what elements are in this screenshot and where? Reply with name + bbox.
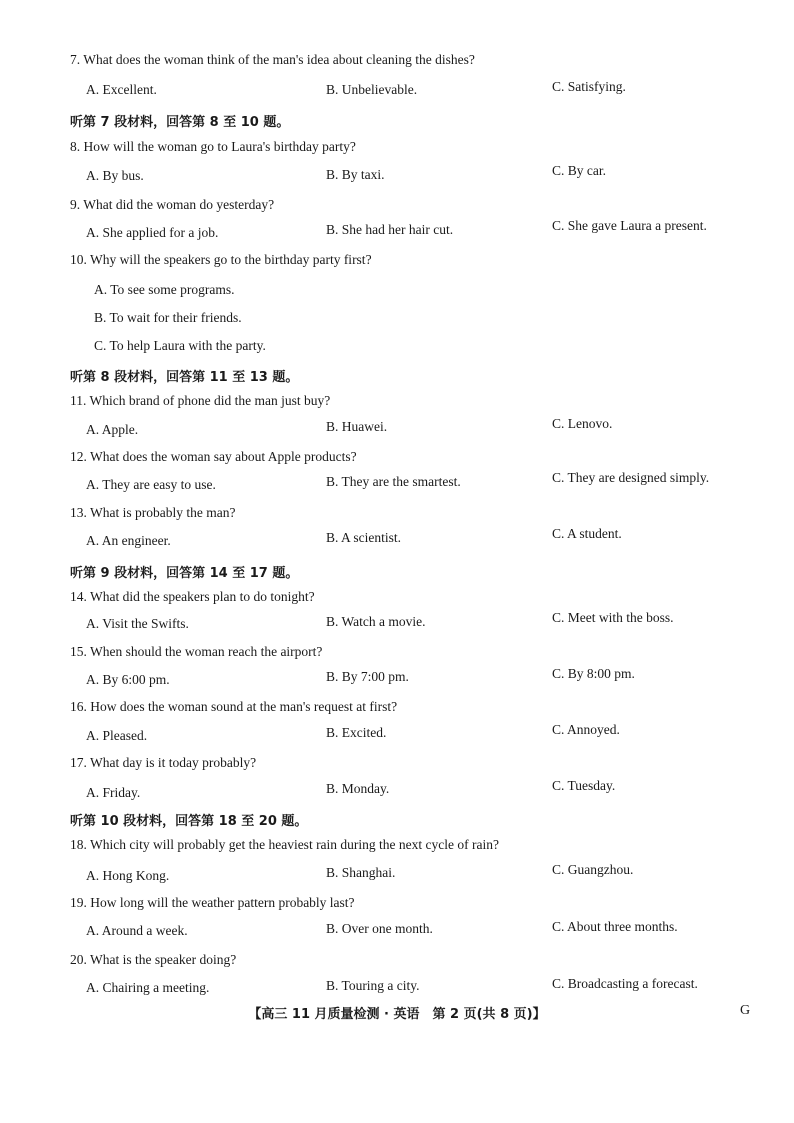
q20-option-c: C. Broadcasting a forecast. xyxy=(552,976,698,991)
q14-option-a: A. Visit the Swifts. xyxy=(86,616,189,631)
q11-option-a: A. Apple. xyxy=(86,422,139,437)
q18-option-a: A. Hong Kong. xyxy=(86,868,170,883)
q11-option-c: C. Lenovo. xyxy=(552,416,613,431)
q12-option-c: C. They are designed simply. xyxy=(552,470,710,485)
q19-option-b: B. Over one month. xyxy=(326,921,433,936)
q17-option-b: B. Monday. xyxy=(326,781,390,796)
q16-option-a: A. Pleased. xyxy=(86,728,148,743)
q8-option-b: B. By taxi. xyxy=(326,167,385,182)
q7-option-c: C. Satisfying. xyxy=(552,79,626,94)
q17-option-a: A. Friday. xyxy=(86,785,141,800)
q13-option-c: C. A student. xyxy=(552,526,622,541)
page-footer: 【高三 11 月质量检测 · 英语 第 2 页(共 8 页)】 xyxy=(248,1007,546,1022)
question-15: 15. When should the woman reach the airport? xyxy=(70,644,323,659)
question-19: 19. How long will the weather pattern probably last? xyxy=(70,895,355,910)
question-10: 10. Why will the speakers go to the birthday party first? xyxy=(70,252,372,267)
q20-option-a: A. Chairing a meeting. xyxy=(86,980,210,995)
q14-option-b: B. Watch a movie. xyxy=(326,614,426,629)
q13-option-b: B. A scientist. xyxy=(326,530,402,545)
question-7: 7. What does the woman think of the man's idea about cleaning the dishes? xyxy=(70,52,475,67)
q7-option-a: A. Excellent. xyxy=(86,82,157,97)
q13-option-a: A. An engineer. xyxy=(86,533,171,548)
question-8: 8. How will the woman go to Laura's birthday party? xyxy=(70,139,356,154)
section-header-9: 听第 9 段材料，回答第 14 至 17 题。 xyxy=(70,566,299,581)
paper-version-letter: G xyxy=(740,1003,751,1018)
q8-option-a: A. By bus. xyxy=(86,168,144,183)
q8-option-c: C. By car. xyxy=(552,163,606,178)
q12-option-b: B. They are the smartest. xyxy=(326,474,461,489)
question-20: 20. What is the speaker doing? xyxy=(70,952,237,967)
question-13: 13. What is probably the man? xyxy=(70,505,236,520)
q10-option-c: C. To help Laura with the party. xyxy=(94,338,266,353)
q14-option-c: C. Meet with the boss. xyxy=(552,610,674,625)
q18-option-c: C. Guangzhou. xyxy=(552,862,634,877)
section-header-8: 听第 8 段材料，回答第 11 至 13 题。 xyxy=(70,370,299,385)
q16-option-c: C. Annoyed. xyxy=(552,722,620,737)
q15-option-b: B. By 7:00 pm. xyxy=(326,669,409,684)
q10-option-b: B. To wait for their friends. xyxy=(94,310,242,325)
q20-option-b: B. Touring a city. xyxy=(326,978,420,993)
q16-option-b: B. Excited. xyxy=(326,725,387,740)
q12-option-a: A. They are easy to use. xyxy=(86,477,216,492)
q10-option-a: A. To see some programs. xyxy=(94,282,235,297)
q9-option-a: A. She applied for a job. xyxy=(86,225,219,240)
q9-option-c: C. She gave Laura a present. xyxy=(552,218,707,233)
question-11: 11. Which brand of phone did the man just buy? xyxy=(70,393,331,408)
question-14: 14. What did the speakers plan to do tonight? xyxy=(70,589,315,604)
q18-option-b: B. Shanghai. xyxy=(326,865,396,880)
q15-option-c: C. By 8:00 pm. xyxy=(552,666,635,681)
q15-option-a: A. By 6:00 pm. xyxy=(86,672,170,687)
question-9: 9. What did the woman do yesterday? xyxy=(70,197,275,212)
q19-option-a: A. Around a week. xyxy=(86,923,188,938)
q11-option-b: B. Huawei. xyxy=(326,419,388,434)
question-12: 12. What does the woman say about Apple products? xyxy=(70,449,357,464)
q17-option-c: C. Tuesday. xyxy=(552,778,616,793)
q19-option-c: C. About three months. xyxy=(552,919,678,934)
section-header-10: 听第 10 段材料，回答第 18 至 20 题。 xyxy=(70,814,308,829)
question-16: 16. How does the woman sound at the man's request at first? xyxy=(70,699,398,714)
q7-option-b: B. Unbelievable. xyxy=(326,82,418,97)
section-header-7: 听第 7 段材料，回答第 8 至 10 题。 xyxy=(70,115,290,130)
question-17: 17. What day is it today probably? xyxy=(70,755,257,770)
question-18: 18. Which city will probably get the heaviest rain during the next cycle of rain? xyxy=(70,837,499,852)
q9-option-b: B. She had her hair cut. xyxy=(326,222,454,237)
